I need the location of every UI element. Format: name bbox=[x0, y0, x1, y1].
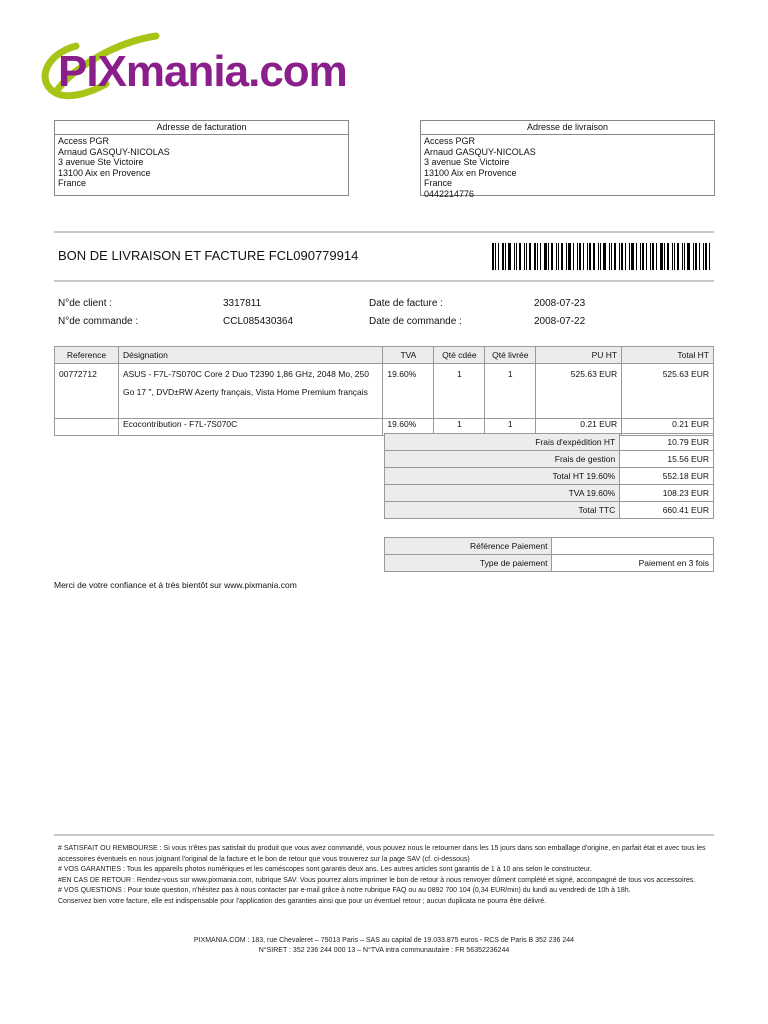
barcode-bar bbox=[656, 243, 657, 270]
footer-rule bbox=[54, 834, 714, 836]
row-designation: Ecocontribution - F7L-7S070C bbox=[118, 419, 382, 436]
barcode-bar bbox=[703, 243, 704, 270]
billing-line: Access PGR bbox=[58, 136, 110, 146]
barcode-bar bbox=[556, 243, 557, 270]
billing-line: 3 avenue Ste Victoire bbox=[58, 157, 144, 167]
barcode-bar bbox=[640, 243, 641, 270]
totals-value: 10.79 EUR bbox=[620, 434, 714, 451]
barcode-bar bbox=[534, 243, 536, 270]
barcode-bar bbox=[631, 243, 634, 270]
totals-value: 15.56 EUR bbox=[620, 451, 714, 468]
company-line: PIXMANIA.COM : 183, rue Chevaleret – 75013 Paris – SAS au capital de 19.033.875 euros - RCS de Paris B 352 236 244 bbox=[193, 937, 575, 944]
payment-table bbox=[384, 537, 714, 572]
barcode-bar bbox=[684, 243, 685, 270]
barcode-icon bbox=[492, 243, 713, 270]
row-reference: 00772712 bbox=[55, 364, 119, 419]
barcode-bar bbox=[603, 243, 606, 270]
totals-label: Total TTC bbox=[385, 502, 620, 519]
column-header-qty-ordered: Qté cdée bbox=[434, 347, 485, 364]
column-header-total: Total HT bbox=[622, 347, 714, 364]
column-header-tva: TVA bbox=[383, 347, 434, 364]
row-qty-ordered: 1 bbox=[434, 364, 485, 419]
payment-value bbox=[552, 538, 714, 555]
barcode-bar bbox=[502, 243, 504, 270]
payment-value: Paiement en 3 fois bbox=[552, 555, 714, 572]
totals-value: 108.23 EUR bbox=[620, 485, 714, 502]
barcode-bar bbox=[519, 243, 521, 270]
barcode-bar bbox=[660, 243, 663, 270]
barcode-bar bbox=[642, 243, 644, 270]
barcode-bar bbox=[625, 243, 626, 270]
barcode-bar bbox=[514, 243, 515, 270]
barcode-bar bbox=[589, 243, 591, 270]
barcode-bar bbox=[674, 243, 675, 270]
client-number-label: N°de client : bbox=[58, 298, 113, 309]
row-qty-delivered: 1 bbox=[485, 364, 536, 419]
barcode-bar bbox=[544, 243, 547, 270]
shipping-line: Arnaud GASQUY-NICOLAS bbox=[424, 146, 536, 157]
barcode-bar bbox=[695, 243, 697, 270]
invoice-date-label: Date de facture : bbox=[369, 298, 443, 309]
totals-label: Frais d'expédition HT bbox=[385, 434, 620, 451]
barcode-bar bbox=[598, 243, 599, 270]
barcode-bar bbox=[650, 243, 651, 270]
totals-row-total-ht bbox=[385, 468, 714, 485]
footer-note: #EN CAS DE RETOUR : Rendez-vous sur www.pixmania.com, rubrique SAV. Vous pourrez alors imprimer le bon de retour à nous renvoyer dûment complété et signé, accompagné de tous vos accessoires. bbox=[58, 876, 696, 884]
row-designation: ASUS - F7L-7S070C Core 2 Duo T2390 1,86 GHz, 2048 Mo, 250 Go 17 ", DVD±RW Azerty français, Vista Home Premium français bbox=[118, 364, 382, 419]
totals-row-shipping bbox=[385, 434, 714, 451]
company-info bbox=[54, 936, 714, 956]
barcode-bar bbox=[699, 243, 700, 270]
barcode-bar bbox=[566, 243, 567, 270]
thank-you-message: Merci de votre confiance et à très bientôt sur www.pixmania.com bbox=[54, 580, 297, 590]
totals-label: Total HT 19.60% bbox=[385, 468, 620, 485]
order-number-label: N°de commande : bbox=[58, 316, 139, 327]
row-reference bbox=[55, 419, 119, 436]
billing-address-header: Adresse de facturation bbox=[55, 121, 348, 135]
barcode-bar bbox=[667, 243, 669, 270]
barcode-bar bbox=[558, 243, 559, 270]
shipping-line: 13100 Aix en Provence bbox=[424, 167, 517, 178]
footer-note: # VOS GARANTIES : Tous les appareils photos numériques et les caméscopes sont garantis deux ans. Les autres articles sont garantis de 1 à 10 ans selon le constructeur. bbox=[58, 866, 592, 873]
title-top-rule bbox=[54, 231, 714, 233]
barcode-bar bbox=[551, 243, 553, 270]
row-qty-delivered: 1 bbox=[485, 419, 536, 436]
barcode-bar bbox=[526, 243, 527, 270]
logo-wordmark bbox=[58, 48, 347, 96]
totals-label: Frais de gestion bbox=[385, 451, 620, 468]
shipping-line: 3 avenue Ste Victoire bbox=[424, 157, 510, 167]
totals-row-tva bbox=[385, 485, 714, 502]
barcode-bar bbox=[693, 243, 694, 270]
barcode-bar bbox=[636, 243, 637, 270]
payment-row-type bbox=[385, 555, 714, 572]
totals-table bbox=[384, 433, 714, 519]
document-title: BON DE LIVRAISON ET FACTURE FCL090779914 bbox=[58, 248, 359, 263]
barcode-bar bbox=[611, 243, 612, 270]
column-header-designation: Désignation bbox=[118, 347, 382, 364]
title-bottom-rule bbox=[54, 280, 714, 282]
table-row bbox=[55, 364, 714, 419]
invoice-date-value: 2008-07-23 bbox=[534, 298, 586, 309]
column-header-qty-delivered: Qté livrée bbox=[485, 347, 536, 364]
barcode-bar bbox=[548, 243, 549, 270]
table-header-row bbox=[55, 347, 714, 364]
logo-text-com: .com bbox=[248, 47, 347, 96]
billing-address-lines bbox=[55, 135, 348, 190]
shipping-line: 0442214776 bbox=[424, 188, 475, 199]
payment-label: Type de paiement bbox=[385, 555, 552, 572]
barcode-bar bbox=[579, 243, 581, 270]
invoice-items-table bbox=[54, 346, 714, 436]
barcode-bar bbox=[495, 243, 496, 270]
barcode-bar bbox=[524, 243, 525, 270]
shipping-address-lines bbox=[421, 135, 714, 200]
column-header-reference: Reference bbox=[55, 347, 119, 364]
barcode-bar bbox=[621, 243, 623, 270]
row-tva: 19.60% bbox=[383, 419, 434, 436]
barcode-bar bbox=[516, 243, 517, 270]
shipping-line: Access PGR bbox=[424, 136, 476, 146]
barcode-bar bbox=[505, 243, 506, 270]
barcode-bar bbox=[492, 243, 494, 270]
barcode-bar bbox=[577, 243, 578, 270]
company-line: N°SIRET : 352 236 244 000 13 – N°TVA intra communautaire : FR 56352236244 bbox=[258, 947, 510, 954]
footer-note: Conservez bien votre facture, elle est indispensable pour l'application des garanties ainsi que pour un éventuel retour ; aucun duplicata ne pourra être délivré. bbox=[58, 897, 547, 905]
billing-line: Arnaud GASQUY-NICOLAS bbox=[58, 146, 170, 157]
barcode-bar bbox=[537, 243, 538, 270]
logo-text-mania: mania bbox=[125, 47, 249, 96]
barcode-bar bbox=[677, 243, 679, 270]
barcode-bar bbox=[646, 243, 647, 270]
row-tva: 19.60% bbox=[383, 364, 434, 419]
billing-line: France bbox=[58, 178, 87, 188]
barcode-bar bbox=[672, 243, 673, 270]
totals-label: TVA 19.60% bbox=[385, 485, 620, 502]
barcode-bar bbox=[664, 243, 665, 270]
row-unit-price: 525.63 EUR bbox=[536, 364, 622, 419]
column-header-unit-price: PU HT bbox=[536, 347, 622, 364]
row-unit-price: 0.21 EUR bbox=[536, 419, 622, 436]
shipping-address-header: Adresse de livraison bbox=[421, 121, 714, 135]
barcode-bar bbox=[609, 243, 610, 270]
barcode-bar bbox=[561, 243, 563, 270]
barcode-bar bbox=[568, 243, 571, 270]
row-total: 0.21 EUR bbox=[622, 419, 714, 436]
footer-note: # VOS QUESTIONS : Pour toute question, n'hésitez pas à nous contacter par e-mail grâce à notre rubrique FAQ ou au 0892 700 104 (0,34 EUR/min) du lundi au vendredi de 10h à 18h. bbox=[58, 887, 631, 894]
barcode-bar bbox=[705, 243, 707, 270]
footer-notes bbox=[58, 844, 710, 907]
barcode-bar bbox=[540, 243, 541, 270]
totals-value: 552.18 EUR bbox=[620, 468, 714, 485]
client-number-value: 3317811 bbox=[223, 298, 262, 309]
order-date-label: Date de commande : bbox=[369, 316, 462, 327]
billing-line: 13100 Aix en Provence bbox=[58, 167, 151, 178]
barcode-bar bbox=[709, 243, 710, 270]
footer-note: # SATISFAIT OU REMBOURSE : Si vous n'êtes pas satisfait du produit que vous avez commandé, vous pouvez nous le retourner dans les 15 jours dans son emballage d'origine, en parfait état et avec tous les accessoires éventuels en nous joignant l'original de la facture et le bon de retour que vous trouverez sur la page SAV (cf. ci-dessous) bbox=[58, 845, 706, 863]
barcode-bar bbox=[652, 243, 654, 270]
barcode-bar bbox=[587, 243, 588, 270]
pixmania-logo bbox=[36, 28, 366, 108]
barcode-bar bbox=[583, 243, 584, 270]
barcode-bar bbox=[529, 243, 531, 270]
barcode-bar bbox=[687, 243, 690, 270]
logo-text-pix: PIX bbox=[58, 47, 126, 96]
payment-row-reference bbox=[385, 538, 714, 555]
barcode-bar bbox=[600, 243, 601, 270]
barcode-bar bbox=[614, 243, 616, 270]
order-number-value: CCL085430364 bbox=[223, 316, 294, 327]
totals-row-total-ttc bbox=[385, 502, 714, 519]
row-total: 525.63 EUR bbox=[622, 364, 714, 419]
barcode-bar bbox=[508, 243, 511, 270]
barcode-bar bbox=[498, 243, 499, 270]
totals-value: 660.41 EUR bbox=[620, 502, 714, 519]
order-date-value: 2008-07-22 bbox=[534, 316, 586, 327]
billing-address-box bbox=[54, 120, 349, 196]
barcode-bar bbox=[573, 243, 574, 270]
barcode-bar bbox=[629, 243, 630, 270]
row-qty-ordered: 1 bbox=[434, 419, 485, 436]
barcode-bar bbox=[593, 243, 595, 270]
barcode-bar bbox=[682, 243, 683, 270]
shipping-address-box bbox=[420, 120, 715, 199]
shipping-line: France bbox=[424, 178, 453, 188]
payment-label: Référence Paiement bbox=[385, 538, 552, 555]
barcode-bar bbox=[619, 243, 620, 270]
totals-row-handling bbox=[385, 451, 714, 468]
